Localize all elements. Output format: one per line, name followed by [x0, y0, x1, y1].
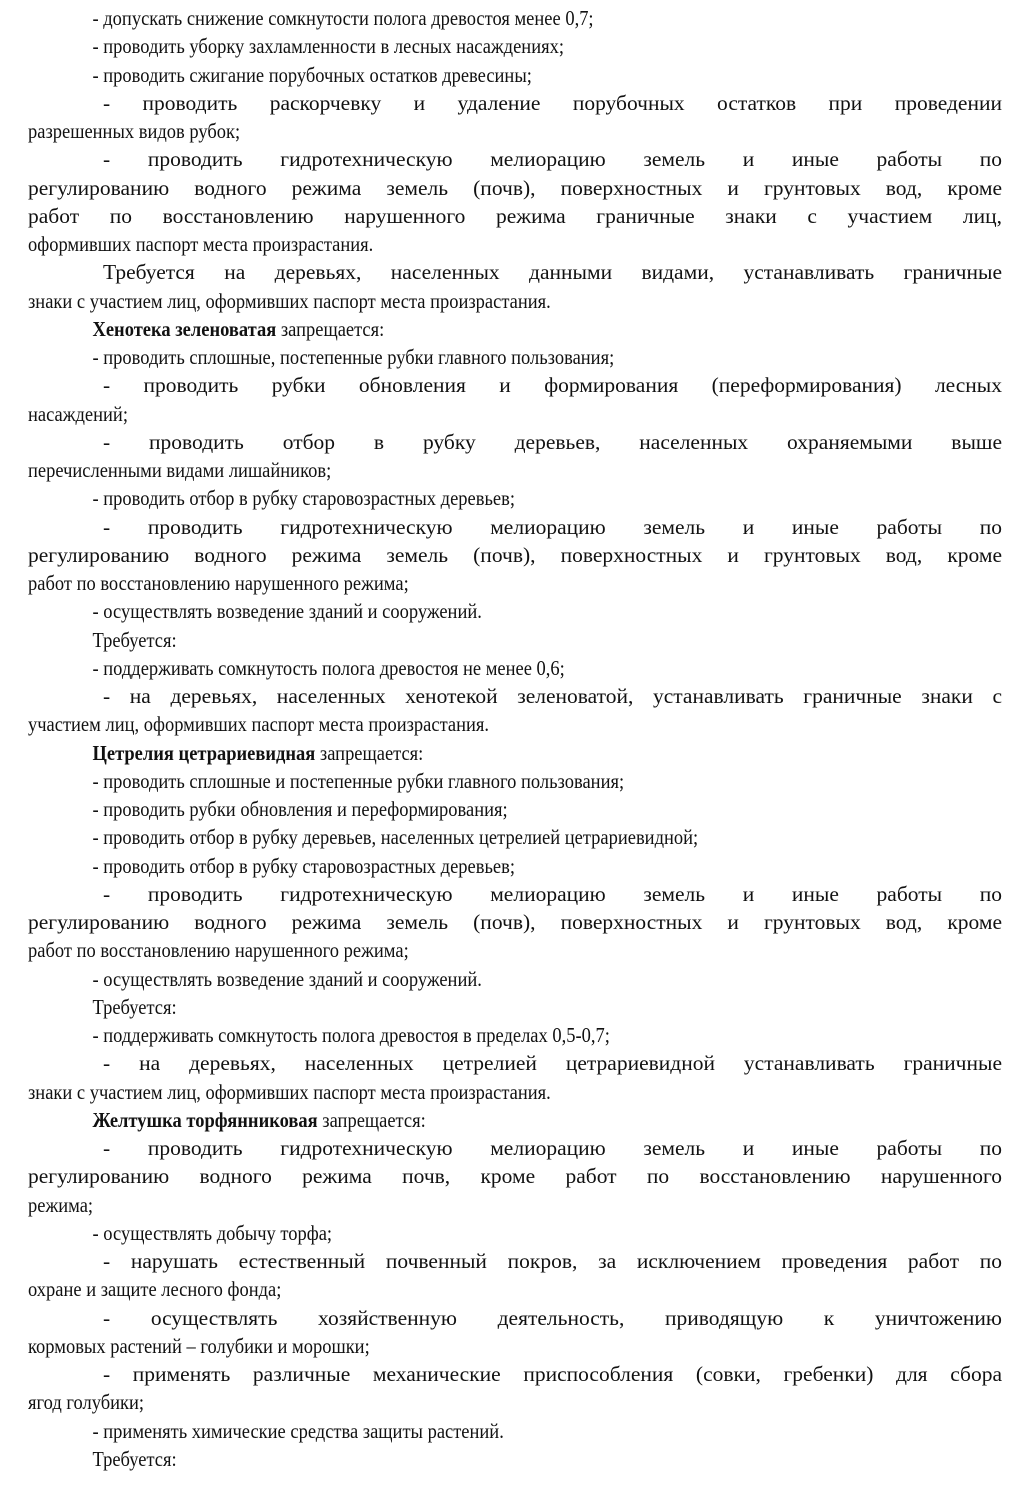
text-line: [28, 1417, 866, 1445]
text-line: [28, 343, 866, 371]
line-text: - применять химические средства защиты растений.: [92, 1418, 504, 1443]
text-line: [28, 258, 1002, 286]
text-line: [28, 1304, 1002, 1332]
line-text: - осуществлять возведение зданий и сооружений.: [92, 966, 482, 991]
text-line: [28, 1332, 866, 1360]
text-line: [28, 1134, 1002, 1162]
text-line: [28, 654, 866, 682]
text-line: [28, 89, 1002, 117]
line-text: - на деревьях, населенных хенотекой зеленоватой, устанавливать граничные знаки с: [103, 684, 1002, 708]
line-text: регулированию водного режима земель (почв), поверхностных и грунтовых вод, кроме: [28, 175, 1002, 200]
species-name: Цетрелия цетрариевидная: [92, 740, 316, 765]
text-line: [28, 1445, 866, 1473]
text-line: [28, 880, 1002, 908]
text-line: [28, 936, 866, 964]
line-text: Требуется на деревьях, населенных данными видами, устанавливать граничные: [103, 260, 1002, 285]
text-line: [28, 1191, 866, 1219]
line-text: Требуется:: [92, 994, 177, 1019]
line-text: - проводить отбор в рубку деревьев, населенных охраняемыми выше: [103, 429, 1002, 454]
line-text: оформивших паспорт места произрастания.: [28, 232, 374, 256]
line-text: ягод голубики;: [28, 1390, 145, 1415]
text-line: [28, 32, 866, 60]
line-text: работ по восстановлению нарушенного режима;: [28, 571, 409, 595]
text-line: [28, 1162, 1002, 1190]
text-line: [28, 145, 1002, 173]
line-text: работ по восстановлению нарушенного режима граничные знаки с участием лиц,: [28, 203, 1002, 228]
line-text: насаждений;: [28, 401, 128, 426]
text-line: [28, 1388, 866, 1416]
text-line: [28, 1275, 866, 1303]
line-text: запрещается:: [276, 316, 385, 341]
line-text: - проводить сжигание порубочных остатков древесины;: [92, 62, 532, 87]
text-line: [28, 230, 866, 258]
line-text: запрещается:: [315, 740, 424, 765]
text-line: [28, 795, 866, 823]
text-line: [28, 484, 866, 512]
text-line: [28, 400, 866, 428]
line-text: - проводить гидротехническую мелиорацию земель и иные работы по: [103, 514, 1002, 539]
text-line: [28, 767, 866, 795]
line-text: - нарушать естественный почвенный покров, за исключением проведения работ по: [103, 1249, 1002, 1273]
line-text: кормовых растений – голубики и морошки;: [28, 1333, 370, 1358]
line-text: запрещается:: [317, 1107, 426, 1132]
line-text: знаки с участием лиц, оформивших паспорт места произрастания.: [28, 288, 551, 313]
line-text: - проводить гидротехническую мелиорацию земель и иные работы по: [103, 1136, 1002, 1160]
line-text: работ по восстановлению нарушенного режима;: [28, 938, 409, 963]
text-line: [28, 1021, 866, 1049]
text-line: [28, 626, 866, 654]
text-line: [28, 1247, 1002, 1275]
line-text: участием лиц, оформивших паспорт места произрастания.: [28, 712, 490, 737]
text-line: [28, 371, 1002, 399]
text-line: [28, 287, 866, 315]
text-line: [28, 597, 866, 625]
species-name: Хенотека зеленоватая: [92, 316, 277, 341]
line-text: - проводить сплошные и постепенные рубки главного пользования;: [92, 768, 625, 793]
text-line: [28, 823, 866, 851]
text-line: [28, 993, 866, 1021]
line-text: - допускать снижение сомкнутости полога древостоя менее 0,7;: [92, 6, 594, 30]
text-line: [28, 61, 866, 89]
line-text: перечисленными видами лишайников;: [28, 458, 332, 482]
text-line: [28, 1078, 866, 1106]
text-line: [28, 682, 1002, 710]
line-text: - проводить сплошные, постепенные рубки главного пользования;: [92, 345, 615, 369]
line-text: - осуществлять добычу торфа;: [92, 1220, 333, 1245]
text-line: [28, 852, 866, 880]
text-line: [28, 1049, 1002, 1077]
line-text: - осуществлять хозяйственную деятельность, приводящую к уничтожению: [103, 1305, 1002, 1330]
line-text: - проводить рубки обновления и формирования (переформирования) лесных: [103, 373, 1002, 398]
text-line: [28, 428, 1002, 456]
line-text: регулированию водного режима почв, кроме работ по восстановлению нарушенного: [28, 1164, 1002, 1189]
line-text: регулированию водного режима земель (почв), поверхностных и грунтовых вод, кроме: [28, 910, 1002, 934]
line-text: разрешенных видов рубок;: [28, 119, 241, 143]
text-line: [28, 541, 1002, 569]
species-heading-line: [28, 1106, 866, 1134]
text-line: [28, 1219, 866, 1247]
text-line: [28, 513, 1002, 541]
text-line: [28, 908, 1002, 936]
line-text: - проводить гидротехническую мелиорацию земель и иные работы по: [103, 881, 1002, 906]
line-text: - проводить раскорчевку и удаление порубочных остатков при проведении: [103, 90, 1002, 115]
line-text: Требуется:: [92, 1446, 177, 1471]
line-text: - поддерживать сомкнутость полога древостоя не менее 0,6;: [92, 655, 565, 680]
line-text: знаки с участием лиц, оформивших паспорт места произрастания.: [28, 1079, 551, 1104]
line-text: Требуется:: [92, 627, 177, 652]
line-text: - применять различные механические приспособления (совки, гребенки) для сбора: [103, 1362, 1002, 1386]
line-text: - проводить отбор в рубку старовозрастных деревьев;: [92, 853, 515, 878]
text-line: [28, 174, 1002, 202]
text-line: [28, 202, 1002, 230]
species-heading-line: [28, 739, 866, 767]
line-text: - на деревьях, населенных цетрелией цетрариевидной устанавливать граничные: [103, 1051, 1002, 1076]
document-page: [28, 4, 1002, 1473]
line-text: - осуществлять возведение зданий и сооружений.: [92, 599, 482, 624]
text-line: [28, 1360, 1002, 1388]
line-text: - проводить уборку захламленности в лесных насаждениях;: [92, 34, 564, 59]
text-line: [28, 456, 866, 484]
text-line: [28, 117, 866, 145]
line-text: - проводить отбор в рубку деревьев, населенных цетрелией цетрариевидной;: [92, 825, 699, 850]
text-line: [28, 4, 866, 32]
text-line: [28, 965, 866, 993]
text-line: [28, 569, 866, 597]
line-text: - поддерживать сомкнутость полога древостоя в пределах 0,5-0,7;: [92, 1023, 610, 1047]
line-text: режима;: [28, 1192, 94, 1217]
line-text: - проводить отбор в рубку старовозрастных деревьев;: [92, 486, 515, 511]
line-text: - проводить гидротехническую мелиорацию земель и иные работы по: [103, 147, 1002, 172]
line-text: охране и защите лесного фонда;: [28, 1277, 282, 1302]
line-text: - проводить рубки обновления и переформирования;: [92, 797, 508, 821]
species-heading-line: [28, 315, 866, 343]
text-line: [28, 710, 866, 738]
line-text: регулированию водного режима земель (почв), поверхностных и грунтовых вод, кроме: [28, 542, 1002, 567]
species-name: Желтушка торфянниковая: [92, 1107, 318, 1132]
